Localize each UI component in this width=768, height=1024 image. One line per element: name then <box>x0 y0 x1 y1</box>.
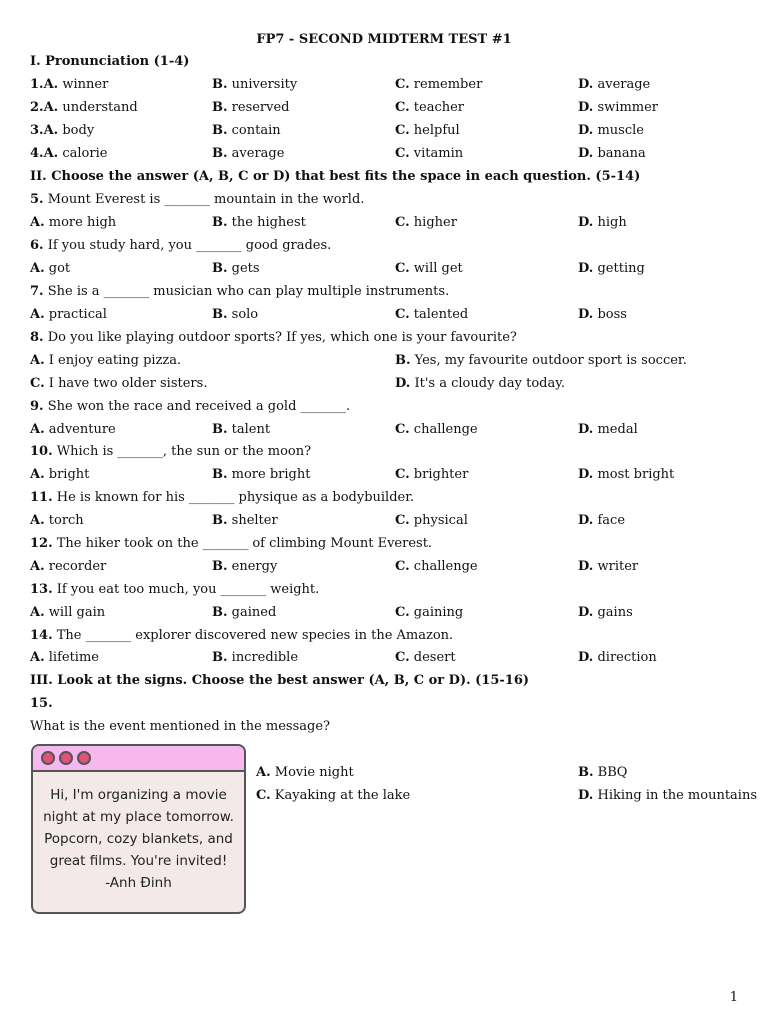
question-6-stem: 6. If you study hard, you _______ good grades. <box>30 238 332 253</box>
question-7-option-b: B. solo <box>212 307 259 322</box>
message-sign-card <box>31 744 246 914</box>
section-heading-pronunciation: I. Pronunciation (1-4) <box>30 54 190 69</box>
question-11-option-b: B. shelter <box>212 513 278 528</box>
question-11-option-c: C. physical <box>395 513 468 528</box>
question-5-option-b: B. the highest <box>212 215 306 230</box>
question-6-option-c: C. will get <box>395 261 463 276</box>
question-9-option-c: C. challenge <box>395 422 478 437</box>
question-13-option-d: D. gains <box>578 605 633 620</box>
message-line: great films. You're invited! <box>49 853 228 869</box>
question-11-option-a: A. torch <box>30 513 84 528</box>
question-9-option-b: B. talent <box>212 422 271 437</box>
question-13-option-a: A. will gain <box>30 605 106 620</box>
question-7-stem: 7. She is a _______ musician who can play multiple instruments. <box>30 284 450 299</box>
section-heading-vocabulary: II. Choose the answer (A, B, C or D) that best fits the space in each question. (5-14) <box>30 169 641 184</box>
question-3-option-a: 3.A. body <box>30 123 95 138</box>
question-14-option-d: D. direction <box>578 650 657 665</box>
question-15-number: 15. <box>30 696 53 711</box>
question-15-option-b: B. BBQ <box>578 765 628 780</box>
question-8-option-d: D. It's a cloudy day today. <box>395 376 565 391</box>
question-13-option-c: C. gaining <box>395 605 464 620</box>
question-12-option-a: A. recorder <box>30 559 107 574</box>
question-9-option-a: A. adventure <box>30 422 116 437</box>
question-13-stem: 13. If you eat too much, you _______ weight. <box>30 582 320 597</box>
question-14-stem: 14. The _______ explorer discovered new species in the Amazon. <box>30 628 454 643</box>
question-4-option-d: D. banana <box>578 146 646 161</box>
question-8-option-c: C. I have two older sisters. <box>30 376 208 391</box>
question-1-option-d: D. average <box>578 77 651 92</box>
question-15-option-c: C. Kayaking at the lake <box>256 788 411 803</box>
message-text <box>33 772 244 894</box>
question-10-option-b: B. more bright <box>212 467 311 482</box>
question-15-option-d: D. Hiking in the mountains <box>578 788 758 803</box>
question-3-option-c: C. helpful <box>395 123 460 138</box>
question-7-option-c: C. talented <box>395 307 469 322</box>
message-signature: -Anh Đinh <box>105 875 172 891</box>
question-12-stem: 12. The hiker took on the _______ of climbing Mount Everest. <box>30 536 433 551</box>
question-2-option-c: C. teacher <box>395 100 465 115</box>
question-10-option-d: D. most bright <box>578 467 675 482</box>
question-14-option-c: C. desert <box>395 650 456 665</box>
page-number: 1 <box>729 990 738 1005</box>
question-12-option-d: D. writer <box>578 559 639 574</box>
question-13-option-b: B. gained <box>212 605 277 620</box>
question-1-option-a: 1.A. winner <box>30 77 109 92</box>
question-5-option-c: C. higher <box>395 215 457 230</box>
question-11-option-d: D. face <box>578 513 626 528</box>
question-4-option-b: B. average <box>212 146 285 161</box>
question-6-option-a: A. got <box>30 261 71 276</box>
question-1-option-b: B. university <box>212 77 298 92</box>
question-2-option-a: 2.A. understand <box>30 100 138 115</box>
window-dot-icon <box>41 751 55 765</box>
question-8-option-a: A. I enjoy eating pizza. <box>30 353 182 368</box>
question-7-option-d: D. boss <box>578 307 627 322</box>
question-15-stem: What is the event mentioned in the message? <box>30 719 330 734</box>
message-line: Popcorn, cozy blankets, and <box>44 831 233 847</box>
question-12-option-b: B. energy <box>212 559 278 574</box>
question-5-option-a: A. more high <box>30 215 117 230</box>
question-5-stem: 5. Mount Everest is _______ mountain in the world. <box>30 192 365 207</box>
message-line: night at my place tomorrow. <box>43 809 234 825</box>
question-10-option-a: A. bright <box>30 467 90 482</box>
message-line: Hi, I'm organizing a movie <box>50 787 227 803</box>
question-7-option-a: A. practical <box>30 307 107 322</box>
message-window-titlebar <box>33 746 244 772</box>
question-4-option-c: C. vitamin <box>395 146 464 161</box>
question-10-stem: 10. Which is _______, the sun or the moon? <box>30 444 312 459</box>
question-6-option-d: D. getting <box>578 261 645 276</box>
question-9-option-d: D. medal <box>578 422 638 437</box>
question-9-stem: 9. She won the race and received a gold _______. <box>30 399 351 414</box>
window-dot-icon <box>77 751 91 765</box>
question-3-option-d: D. muscle <box>578 123 644 138</box>
window-dot-icon <box>59 751 73 765</box>
question-5-option-d: D. high <box>578 215 627 230</box>
question-15-option-a: A. Movie night <box>256 765 354 780</box>
question-8-stem: 8. Do you like playing outdoor sports? If yes, which one is your favourite? <box>30 330 517 345</box>
section-heading-signs: III. Look at the signs. Choose the best answer (A, B, C or D). (15-16) <box>30 673 530 688</box>
question-10-option-c: C. brighter <box>395 467 469 482</box>
question-2-option-b: B. reserved <box>212 100 290 115</box>
question-6-option-b: B. gets <box>212 261 260 276</box>
question-14-option-b: B. incredible <box>212 650 299 665</box>
question-12-option-c: C. challenge <box>395 559 478 574</box>
page-title: FP7 - SECOND MIDTERM TEST #1 <box>256 32 512 47</box>
question-1-option-c: C. remember <box>395 77 483 92</box>
question-11-stem: 11. He is known for his _______ physique as a bodybuilder. <box>30 490 415 505</box>
question-3-option-b: B. contain <box>212 123 281 138</box>
question-14-option-a: A. lifetime <box>30 650 99 665</box>
question-4-option-a: 4.A. calorie <box>30 146 108 161</box>
question-2-option-d: D. swimmer <box>578 100 659 115</box>
question-8-option-b: B. Yes, my favourite outdoor sport is soccer. <box>395 353 687 368</box>
